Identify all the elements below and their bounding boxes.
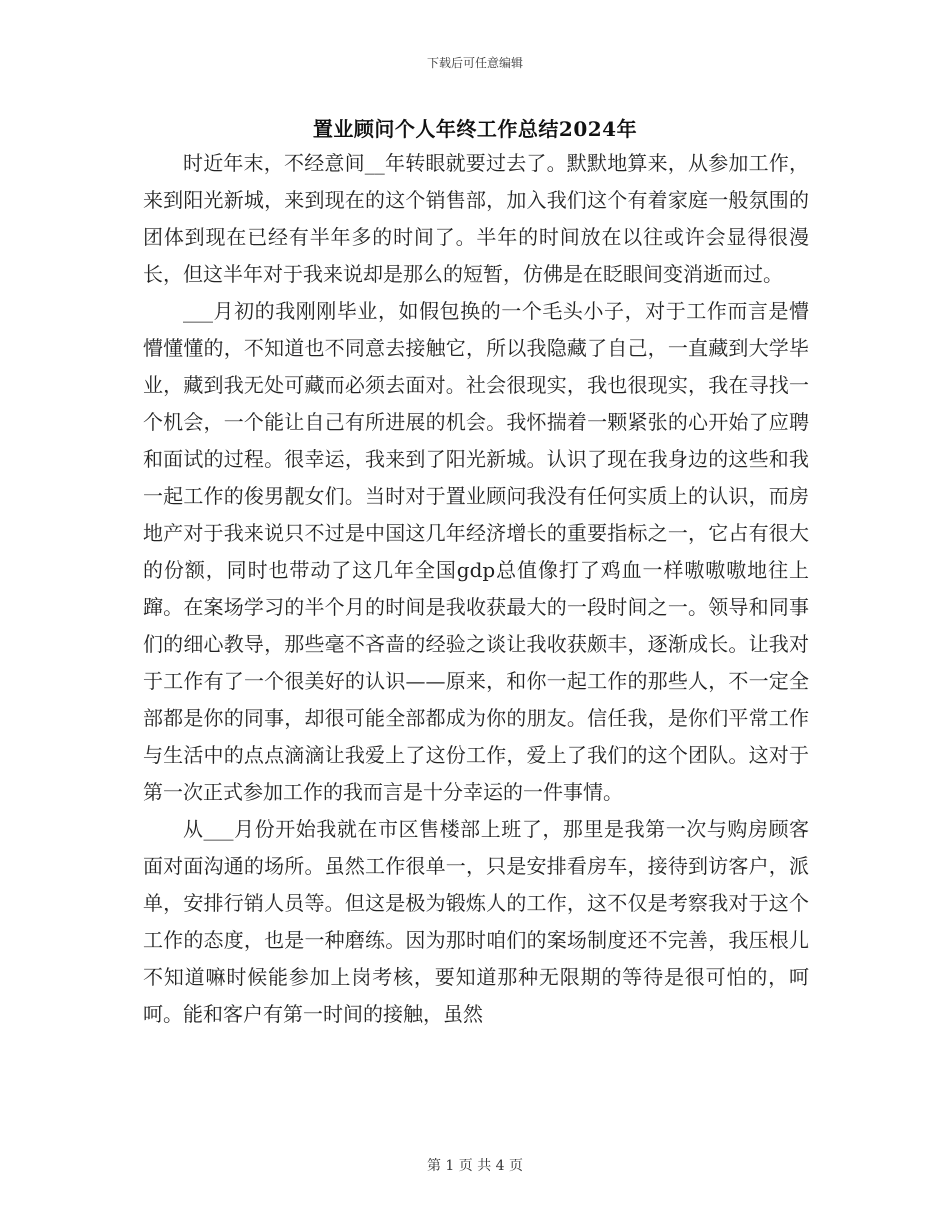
page-number: 第 1 页 共 4 页 [426,1158,524,1174]
document-body [143,145,809,1033]
header-note: 下载后可任意编辑 [426,56,523,70]
paragraph-1: 时近年末，不经意间__年转眼就要过去了。默默地算来，从参加工作，来到阳光新城，来到现在的这个销售部，加入我们这个有着家庭一般氛围的团体到现在已经有半年多的时间了。半年的时间放在以往或许会显得很漫长，但这半年对于我来说却是那么的短暂，仿佛是在眨眼间变消逝而过。 [143,151,809,286]
paragraph-2: ___月初的我刚刚毕业，如假包换的一个毛头小子，对于工作而言是懵懵懂懂的，不知道也不同意去接触它，所以我隐藏了自己，一直藏到大学毕业，藏到我无处可藏而必须去面对。社会很现实，我也很现实，我在寻找一个机会，一个能让自己有所进展的机会。我怀揣着一颗紧张的心开始了应聘和面试的过程。很幸运，我来到了阳光新城。认识了现在我身边的这些和我一起工作的俊男靓女们。当时对于置业顾问我没有任何实质上的认识，而房地产对于我来说只不过是中国这几年经济增长的重要指标之一，它占有很大的份额，同时也带动了这几年全国gdp总值像打了鸡血一样嗷嗷嗷地往上蹿。在案场学习的半个月的时间是我收获最大的一段时间之一。领导和同事们的细心教导，那些毫不吝啬的经验之谈让我收获颇丰，逐渐成长。让我对于工作有了一个很美好的认识——原来，和你一起工作的那些人，不一定全部都是你的同事，却很可能全部都成为你的朋友。信任我，是你们平常工作与生活中的点点滴滴让我爱上了这份工作，爱上了我们的这个团队。这对于第一次正式参加工作的我而言是十分幸运的一件事情。 [143,299,809,804]
document-title: 置业顾问个人年终工作总结2024年 [312,117,638,141]
paragraph-3: 从___月份开始我就在市区售楼部上班了，那里是我第一次与购房顾客面对面沟通的场所。虽然工作很单一，只是安排看房车，接待到访客户，派单，安排行销人员等。但这是极为锻炼人的工作，这不仅是考察我对于这个工作的态度，也是一种磨练。因为那时咱们的案场制度还不完善，我压根儿不知道嘛时候能参加上岗考核，要知道那种无限期的等待是很可怕的，呵呵。能和客户有第一时间的接触，虽然 [143,817,809,1026]
